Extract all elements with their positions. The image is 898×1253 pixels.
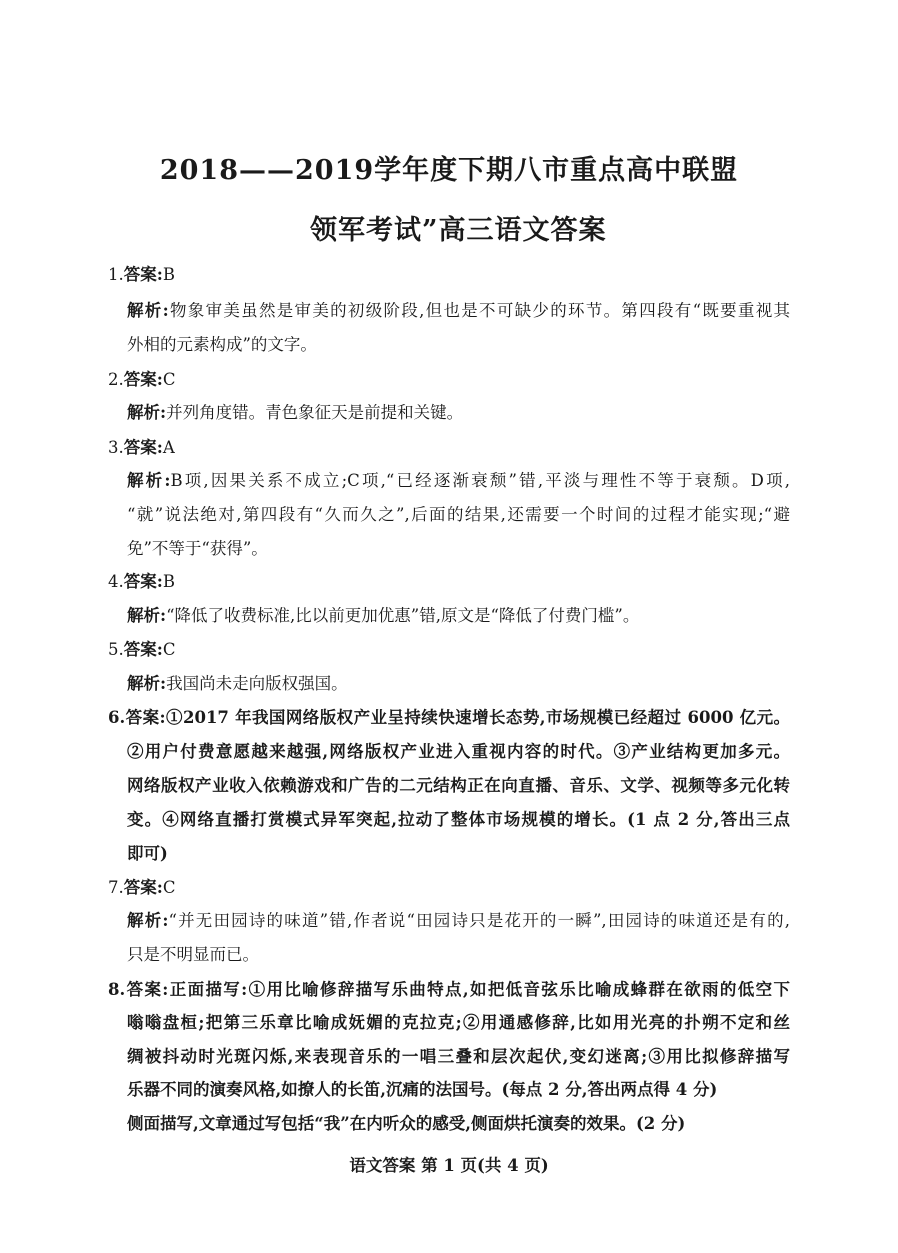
analysis-7-line xyxy=(127,910,790,932)
question-number: 3. xyxy=(108,438,124,457)
analysis-text: B项,因果关系不成立;C项,“已经逐渐衰颓”错,平淡与理性不等于衰颓。D项, xyxy=(170,471,790,490)
answer-2 xyxy=(108,369,175,391)
analysis-label: 解析: xyxy=(127,403,167,422)
answer-value: A xyxy=(162,438,175,457)
analysis-text: “降低了收费标准,比以前更加优惠”错,原文是“降低了付费门槛”。 xyxy=(166,606,640,625)
answer-value: C xyxy=(162,370,176,389)
analysis-text: 我国尚未走向版权强国。 xyxy=(166,674,348,693)
answer-6-line: ②用户付费意愿越来越强,网络版权产业进入重视内容的时代。③产业结构更加多元。 xyxy=(127,742,790,761)
answer-value: B xyxy=(162,572,175,591)
question-number: 4. xyxy=(108,572,124,591)
answer-4 xyxy=(108,571,175,593)
answer-value: ①2017 年我国网络版权产业呈持续快速增长态势,市场规模已经超过 6000 亿元。 xyxy=(165,708,790,727)
analysis-5-line xyxy=(127,673,790,695)
answer-8 xyxy=(108,979,790,1001)
answer-value: C xyxy=(162,640,176,659)
answer-value: B xyxy=(162,265,175,284)
answer-6-line: 即可) xyxy=(127,844,168,863)
analysis-7-line: 只是不明显而已。 xyxy=(127,945,259,964)
question-number: 6. xyxy=(108,708,126,727)
analysis-label: 解析: xyxy=(127,471,171,490)
answer-8-line: 侧面描写,文章通过写包括“我”在内听众的感受,侧面烘托演奏的效果。(2 分) xyxy=(127,1114,686,1133)
analysis-1-line: 外相的元素构成”的文字。 xyxy=(127,335,317,354)
analysis-3-line xyxy=(127,470,790,492)
analysis-text: “并无田园诗的味道”错,作者说“田园诗只是花开的一瞬”,田园诗的味道还是有的, xyxy=(168,911,790,930)
answer-label: 答案: xyxy=(123,640,163,659)
answer-8-line: 乐器不同的演奏风格,如撩人的长笛,沉痛的法国号。(每点 2 分,答出两点得 4 分) xyxy=(127,1080,718,1099)
answer-3 xyxy=(108,437,175,459)
answer-value: 正面描写:①用比喻修辞描写乐曲特点,如把低音弦乐比喻成蜂群在欲雨的低空下 xyxy=(168,980,790,999)
answer-6-line: 网络版权产业收入依赖游戏和广告的二元结构正在向直播、音乐、文学、视频等多元化转 xyxy=(127,776,790,795)
answer-1 xyxy=(108,264,175,286)
answer-6-line: 变。④网络直播打赏模式异军突起,拉动了整体市场规模的增长。(1 点 2 分,答出三点 xyxy=(127,810,790,829)
answer-6 xyxy=(108,707,790,729)
answer-8-line: 绸被抖动时光斑闪烁,来表现音乐的一唱三叠和层次起伏,变幻迷离;③用比拟修辞描写 xyxy=(127,1047,790,1066)
answer-label: 答案: xyxy=(123,370,163,389)
document-subtitle: 领军考试”高三语文答案 xyxy=(310,215,607,246)
analysis-label: 解析: xyxy=(127,301,169,320)
page-footer: 语文答案 第 1 页(共 4 页) xyxy=(349,1156,549,1175)
answer-8-line: 嗡嗡盘桓;把第三乐章比喻成妩媚的克拉克;②用通感修辞,比如用光亮的扑朔不定和丝 xyxy=(127,1013,790,1032)
answer-label: 答案: xyxy=(125,980,169,999)
analysis-3-line: “就”说法绝对,第四段有“久而久之”,后面的结果,还需要一个时间的过程才能实现;“避 xyxy=(127,505,790,524)
question-number: 8. xyxy=(108,980,126,999)
analysis-1-line xyxy=(127,300,790,322)
answer-7 xyxy=(108,877,175,899)
question-number: 7. xyxy=(108,878,124,897)
analysis-3-line: 免”不等于“获得”。 xyxy=(127,539,268,558)
document-title: 2018——2019学年度下期八市重点高中联盟 xyxy=(159,155,739,186)
answer-label: 答案: xyxy=(123,878,163,897)
answer-label: 答案: xyxy=(123,572,163,591)
question-number: 5. xyxy=(108,640,124,659)
answer-value: C xyxy=(162,878,176,897)
answer-label: 答案: xyxy=(123,265,163,284)
answer-5 xyxy=(108,639,175,661)
analysis-label: 解析: xyxy=(127,606,167,625)
question-number: 1. xyxy=(108,265,124,284)
analysis-4-line xyxy=(127,605,790,627)
analysis-text: 并列角度错。青色象征天是前提和关键。 xyxy=(166,403,464,422)
analysis-2-line xyxy=(127,402,790,424)
analysis-text: 物象审美虽然是审美的初级阶段,但也是不可缺少的环节。第四段有“既要重视其 xyxy=(168,301,790,320)
answer-label: 答案: xyxy=(125,708,166,727)
analysis-label: 解析: xyxy=(127,674,167,693)
question-number: 2. xyxy=(108,370,124,389)
analysis-label: 解析: xyxy=(127,911,169,930)
answer-label: 答案: xyxy=(123,438,163,457)
